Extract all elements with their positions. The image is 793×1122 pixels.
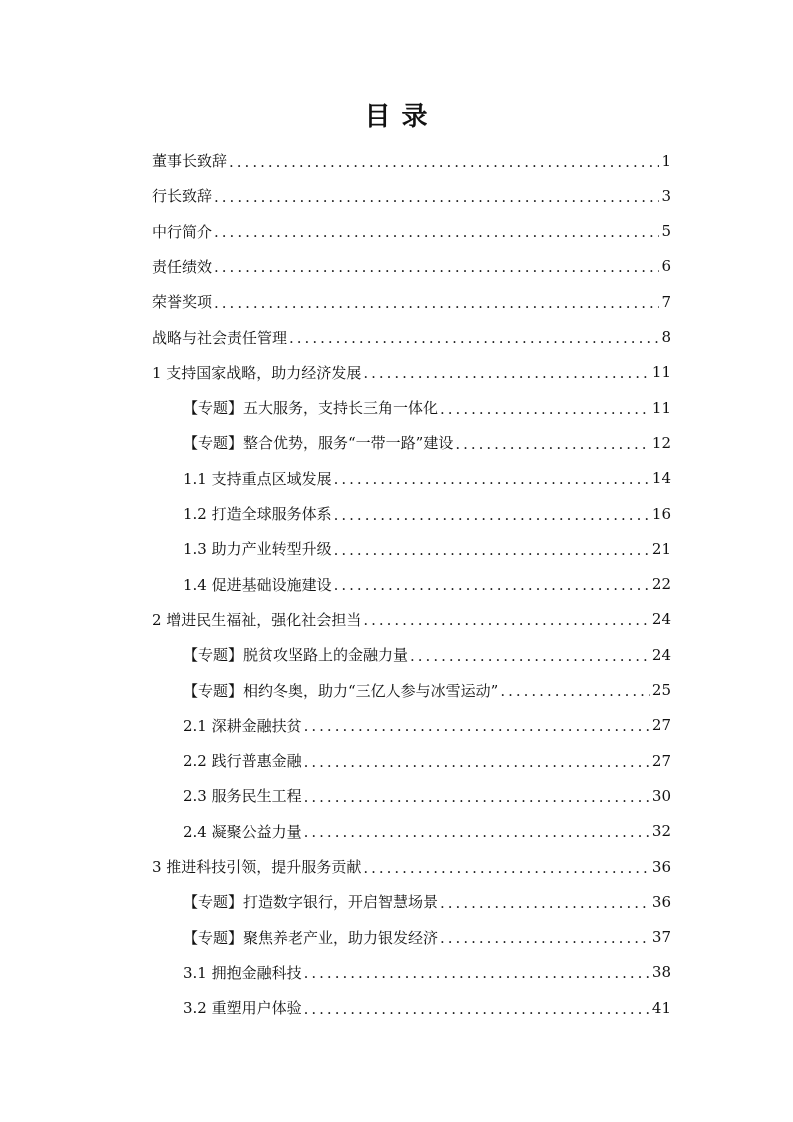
toc-entry[interactable] [152,355,671,390]
toc-leader-dots [363,611,650,629]
toc-entry[interactable] [152,214,671,249]
toc-entry-page-number: 38 [651,963,671,982]
toc-leader-dots [304,823,650,841]
toc-leader-dots [440,400,650,418]
toc-leader-dots [334,506,650,524]
toc-entry[interactable] [183,743,671,778]
toc-entry-label: 2.2 践行普惠金融 [183,752,302,771]
toc-leader-dots [304,964,650,982]
toc-entry-page-number: 37 [651,928,671,947]
toc-entry-page-number: 1 [661,151,671,170]
toc-entry-page-number: 6 [661,257,671,276]
toc-entry-page-number: 8 [661,328,671,346]
toc-leader-dots [304,788,650,806]
toc-entry[interactable] [183,814,671,849]
toc-leader-dots [214,188,659,206]
toc-leader-dots [334,541,650,559]
toc-entry-label: 【专题】打造数字银行，开启智慧场景 [183,893,439,912]
toc-entry[interactable] [152,178,671,213]
toc-entry-label: 2.3 服务民生工程 [183,787,302,806]
toc-entry-label: 行长致辞 [152,187,213,206]
toc-entry-page-number: 12 [651,433,671,452]
toc-entry[interactable] [152,143,671,178]
toc-leader-dots [304,1000,650,1018]
toc-entry[interactable] [183,778,671,813]
toc-entry[interactable] [183,637,671,672]
toc-entry[interactable] [183,673,671,708]
toc-entry[interactable] [183,567,671,602]
toc-entry-label: 3.1 拥抱金融科技 [183,963,302,982]
toc-entry-page-number: 7 [661,292,671,311]
toc-entry-page-number: 21 [651,539,671,558]
toc-entry-label: 中行简介 [152,222,213,241]
toc-leader-dots [363,859,650,877]
toc-entry-label: 【专题】整合优势，服务“一带一路”建设 [183,434,454,453]
toc-entry-page-number: 3 [661,186,671,205]
toc-entry-label: 2 增进民生福祉，强化社会担当 [152,610,362,629]
toc-leader-dots [334,470,650,488]
toc-entry-page-number: 24 [651,645,671,664]
toc-entry-label: 1.1 支持重点区域发展 [183,469,332,488]
toc-leader-dots [440,929,650,947]
toc-entry[interactable] [183,920,671,955]
toc-entry[interactable] [152,602,671,637]
toc-entry-label: 【专题】相约冬奥，助力“三亿人参与冰雪运动” [183,681,499,700]
toc-entry-label: 1.3 助力产业转型升级 [183,540,332,559]
toc-entry-page-number: 41 [651,998,671,1017]
toc-entry[interactable] [183,390,671,425]
toc-entry-label: 3 推进科技引领，提升服务贡献 [152,858,362,876]
toc-entry-page-number: 30 [651,786,671,805]
toc-entry-label: 3.2 重塑用户体验 [183,999,302,1018]
toc-leader-dots [455,435,650,453]
toc-leader-dots [214,294,659,312]
toc-entry-page-number: 16 [651,504,671,523]
toc-entry-label: 荣誉奖项 [152,293,213,312]
toc-entry-label: 责任绩效 [152,257,213,276]
toc-leader-dots [440,894,650,912]
toc-entry[interactable] [152,849,671,884]
toc-entry[interactable] [183,708,671,743]
toc-entry-label: 1.2 打造全球服务体系 [183,505,332,523]
toc-leader-dots [500,682,650,700]
toc-entry-label: 1.4 促进基础设施建设 [183,575,332,594]
toc-entry-label: 2.4 凝聚公益力量 [183,822,302,841]
toc-entry[interactable] [183,884,671,919]
toc-entry-page-number: 24 [651,610,671,629]
page-title: 目 录 [364,102,429,132]
toc-leader-dots [410,647,650,665]
toc-entry-page-number: 27 [651,716,671,735]
toc-entry[interactable] [183,990,671,1025]
toc-entry[interactable] [183,955,671,990]
toc-entry[interactable] [183,496,671,531]
toc-entry[interactable] [152,249,671,284]
toc-entry-label: 【专题】脱贫攻坚路上的金融力量 [183,646,409,665]
toc-entry-page-number: 36 [651,857,671,876]
toc-entry-page-number: 22 [651,575,671,594]
toc-leader-dots [214,223,659,241]
toc-entry-page-number: 36 [651,892,671,911]
toc-entry-label: 战略与社会责任管理 [152,328,288,347]
toc-entry-page-number: 27 [651,751,671,770]
toc-entry[interactable] [183,531,671,566]
toc-leader-dots [214,258,659,276]
toc-entry[interactable] [152,284,671,319]
toc-entry[interactable] [183,425,671,460]
toc-entry[interactable] [152,320,671,355]
toc-entry-label: 董事长致辞 [152,152,228,170]
toc-entry-label: 2.1 深耕金融扶贫 [183,716,302,735]
toc-leader-dots [334,576,650,594]
toc-entry-label: 【专题】聚焦养老产业，助力银发经济 [183,928,439,947]
toc-entry-label: 1 支持国家战略，助力经济发展 [152,363,362,382]
toc-leader-dots [289,329,659,347]
toc-leader-dots [304,753,650,771]
toc-entry-label: 【专题】五大服务，支持长三角一体化 [183,399,439,418]
toc-entry-page-number: 11 [651,363,671,382]
toc-entry-page-number: 14 [651,469,671,488]
toc-leader-dots [304,717,650,735]
toc-leader-dots [363,364,650,382]
toc-entry-page-number: 5 [661,222,671,241]
toc-entry[interactable] [183,461,671,496]
toc-leader-dots [229,153,659,171]
toc-entry-page-number: 25 [651,681,671,699]
toc-entry-page-number: 11 [651,398,671,417]
toc-entry-page-number: 32 [651,822,671,841]
